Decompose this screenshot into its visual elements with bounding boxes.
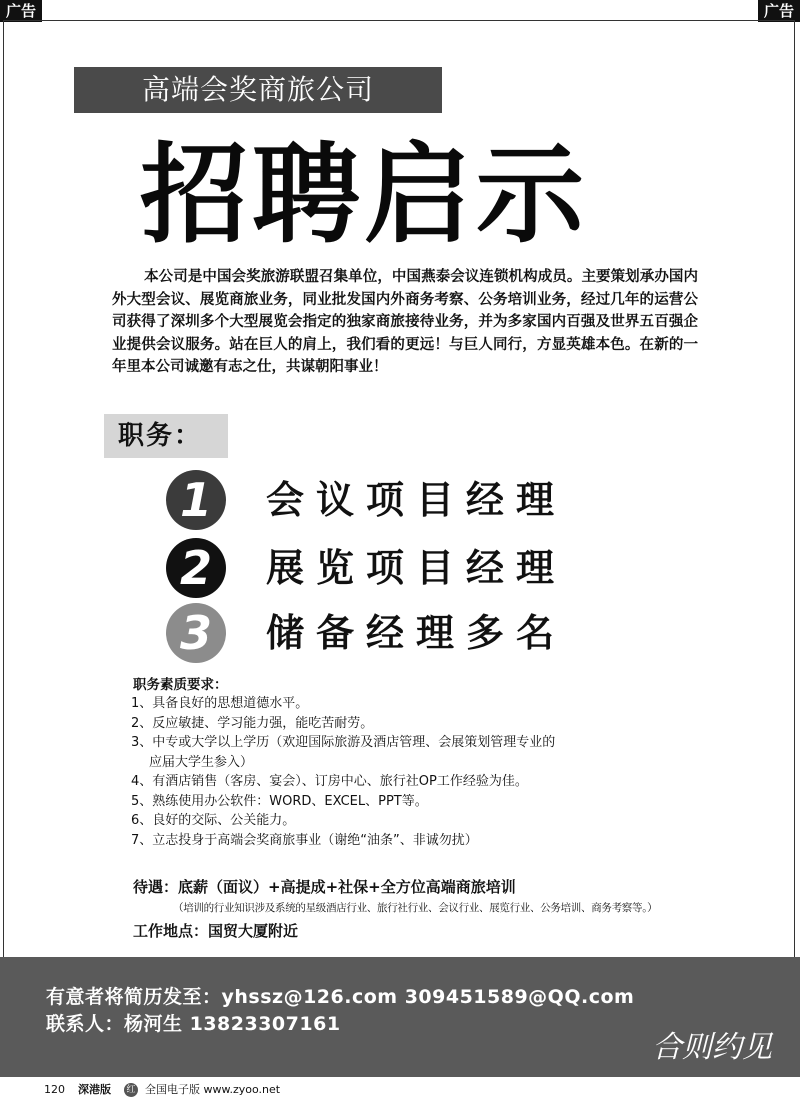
- page-number: 120: [44, 1083, 65, 1096]
- page-footer: [0, 1080, 800, 1100]
- requirement-item: 7、立志投身于高端会奖商旅事业（谢绝“油条”、非诚勿扰）: [131, 832, 478, 848]
- contact-band: [0, 957, 800, 1077]
- treatment-note: （培训的行业知识涉及系统的星级酒店行业、旅行社行业、会议行业、展览行业、公务培训、商务考察等。）: [173, 902, 658, 914]
- requirement-item: 4、有酒店销售（客房、宴会）、订房中心、旅行社OP工作经验为佳。: [131, 774, 528, 789]
- ad-tag-left: 广告: [0, 0, 42, 22]
- treatment-text: 待遇：底薪（面议）+高提成+社保+全方位高端商旅培训: [133, 878, 516, 896]
- edition-badge-icon: 红: [124, 1083, 138, 1097]
- position-title: 会议项目经理: [266, 478, 567, 522]
- company-name-banner: 高端会奖商旅公司: [74, 67, 442, 113]
- position-title: 储备经理多名: [266, 611, 567, 655]
- ad-tag-right: 广告: [758, 0, 800, 22]
- requirement-item-continued: 应届大学生参入）: [149, 754, 254, 770]
- site-link[interactable]: 全国电子版 www.zyoo.net: [145, 1083, 281, 1096]
- position-title: 展览项目经理: [266, 546, 567, 590]
- number-1-icon: 1: [166, 470, 226, 530]
- work-location: 工作地点：国贸大厦附近: [133, 922, 299, 940]
- positions-label: 职务：: [104, 414, 228, 458]
- resume-contact-line: 有意者将简历发至：yhssz@126.com 309451589@QQ.com: [46, 986, 635, 1008]
- intro-text: 本公司是中国会奖旅游联盟召集单位，中国燕泰会议连锁机构成员。主要策划承办国内外大型会议、展览商旅业务，同业批发国内外商务考察、公务培训业务，经过几年的运营公司获得了深圳多个大型展览会指定的独家商旅接待业务，并为多家国内百强及世界五百强企业提供会议服务。站在巨人的肩上，我们看的更远！与巨人同行，方显英雄本色。在新的一年里本公司诚邀有志之仕，共谋朝阳事业！: [112, 269, 698, 375]
- edition-label: 深港版: [78, 1083, 111, 1096]
- intro-paragraph: [112, 266, 698, 379]
- requirement-item: 6、良好的交际、公关能力。: [131, 813, 296, 828]
- requirement-item: 5、熟练使用办公软件：WORD、EXCEL、PPT等。: [131, 793, 428, 809]
- requirements-title: 职务素质要求：: [133, 677, 228, 693]
- contact-person-line: 联系人：杨河生 13823307161: [46, 1013, 341, 1035]
- meet-slogan: 合则约见: [652, 1030, 772, 1065]
- requirement-item: 2、反应敏捷、学习能力强，能吃苦耐劳。: [131, 715, 374, 731]
- requirements-list: [131, 694, 711, 850]
- requirement-item: 3、中专或大学以上学历（欢迎国际旅游及酒店管理、会展策划管理专业的: [131, 735, 556, 750]
- page-title: 招聘启示: [140, 132, 589, 258]
- requirement-item: 1、具备良好的思想道德水平。: [131, 696, 309, 711]
- number-3-icon: 3: [166, 603, 226, 663]
- number-2-icon: 2: [166, 538, 226, 598]
